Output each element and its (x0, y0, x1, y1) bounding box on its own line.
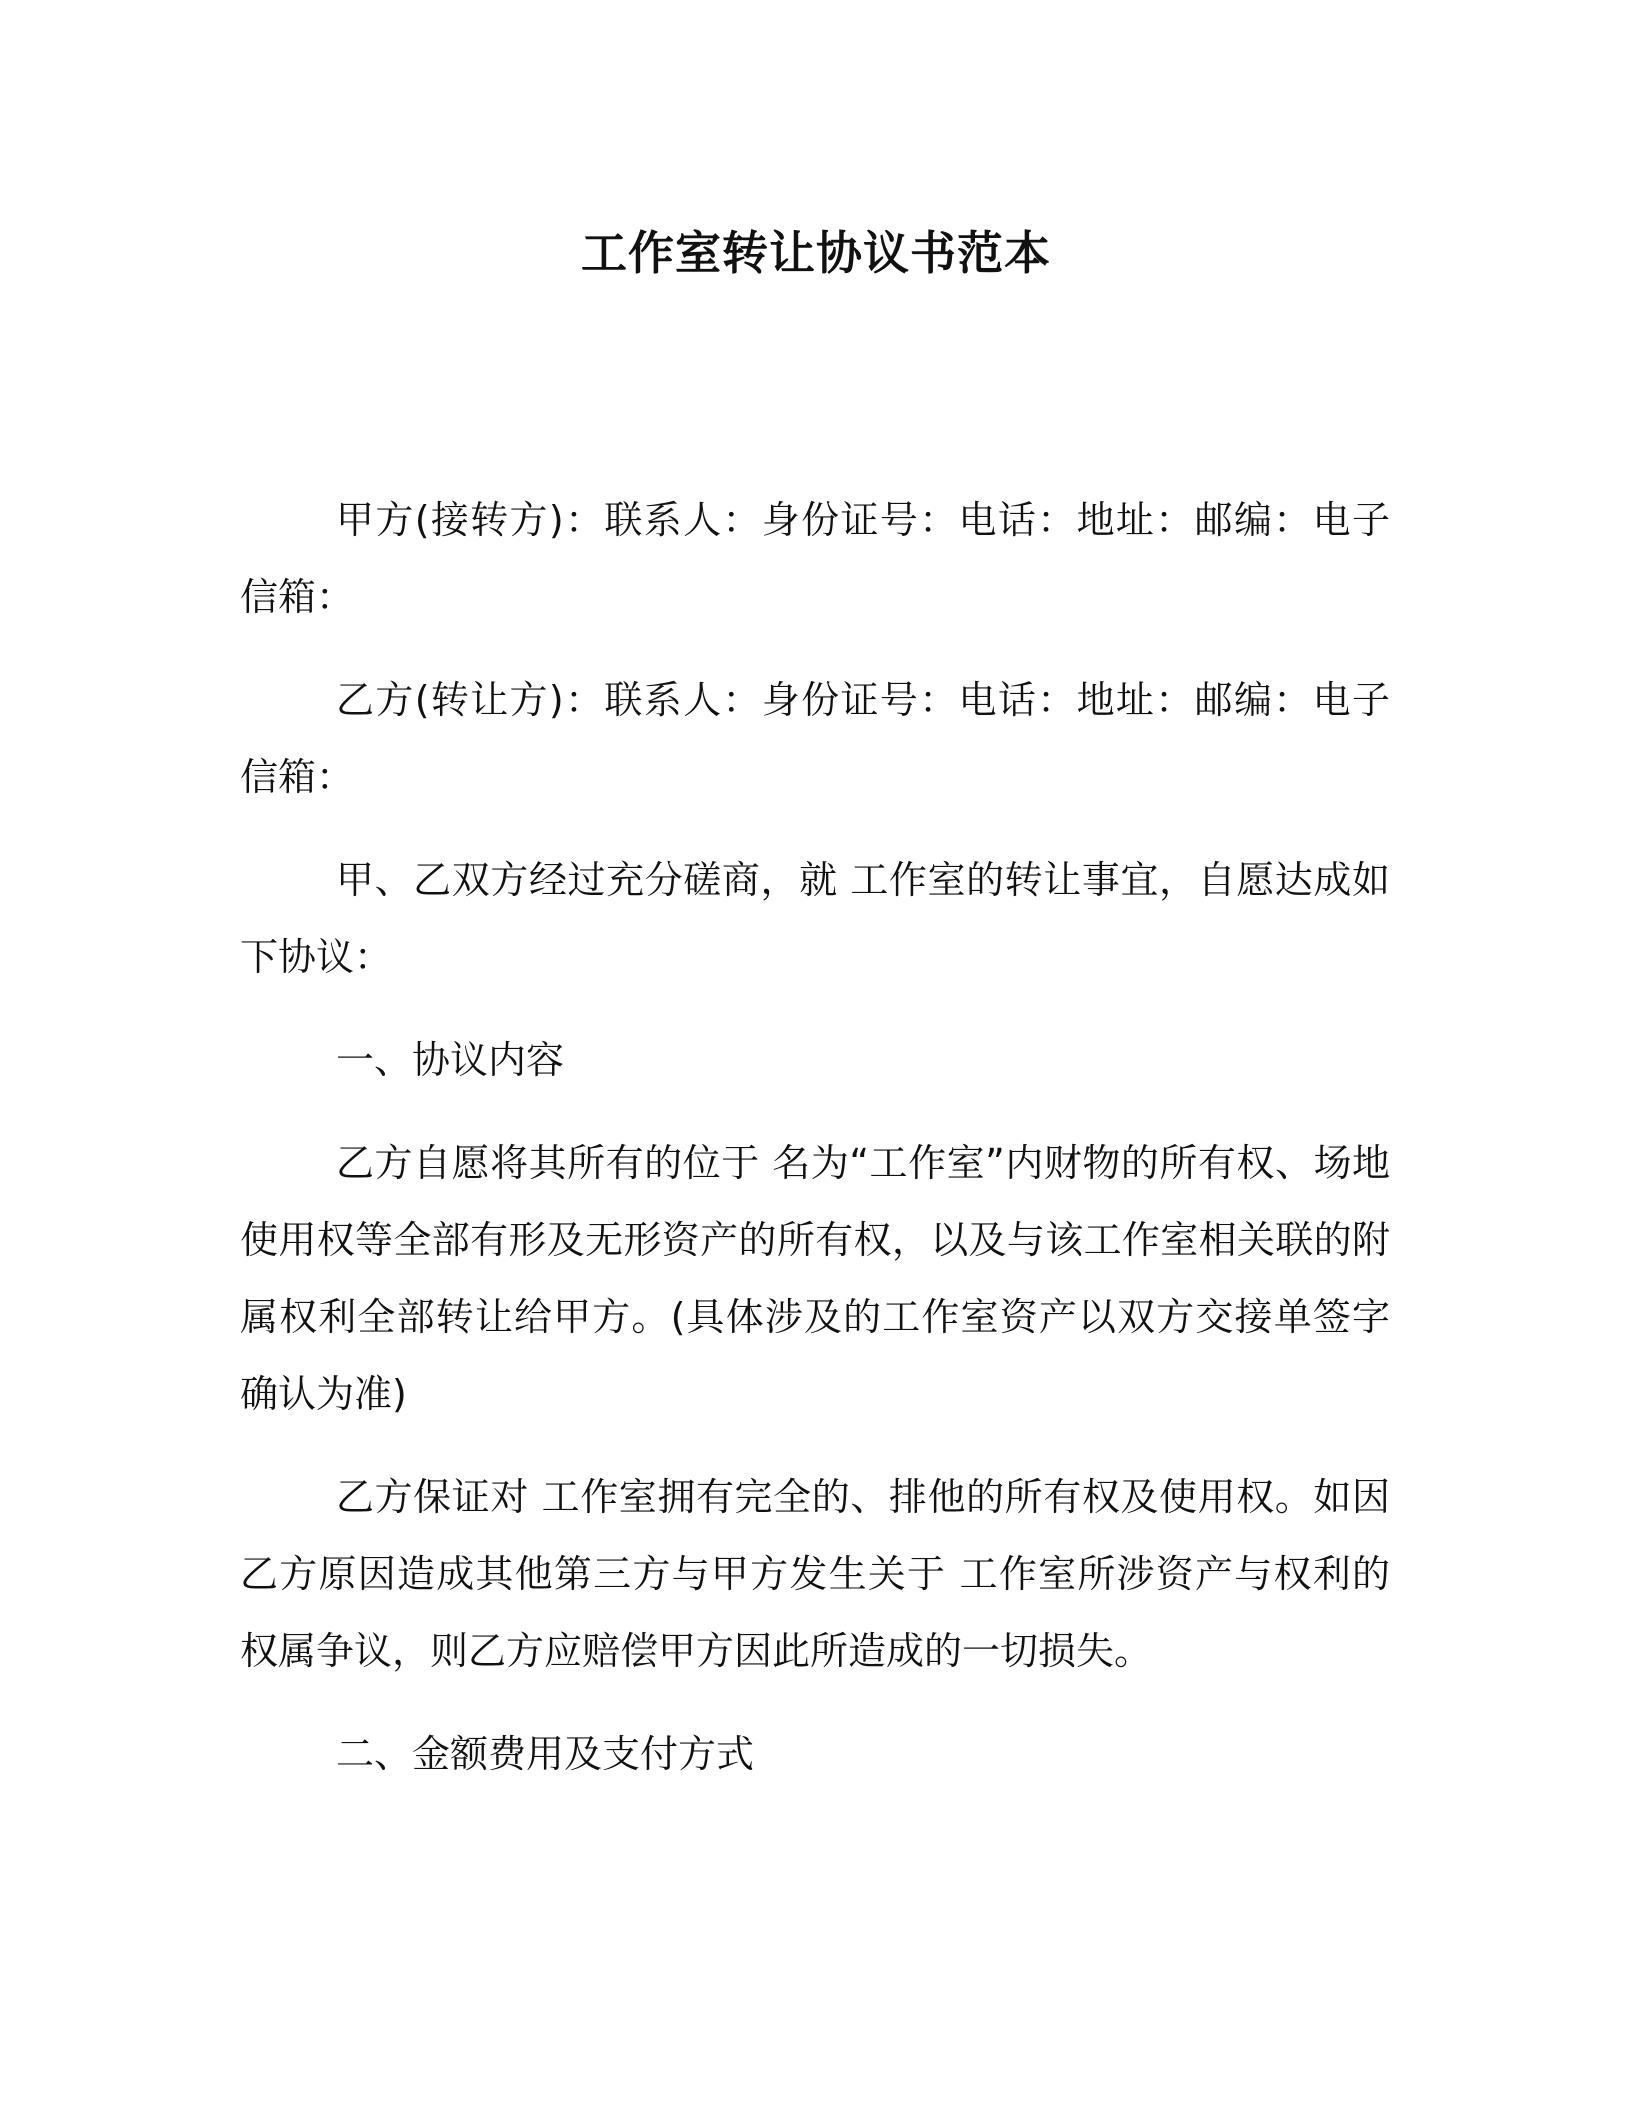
section-heading-agreement-content: 一、协议内容 (336, 1038, 565, 1082)
document-body (240, 482, 1390, 1819)
clause-ownership-guarantee: 乙方保证对 工作室拥有完全的、排他的所有权及使用权。如因乙方原因造成其他第三方与甲方发生关于 工作室所涉资产与权利的权属争议，则乙方应赔偿甲方因此所造成的一切损失。 (240, 1475, 1390, 1673)
party-a-info: 甲方(接转方)：联系人：身份证号：电话：地址：邮编：电子信箱： (240, 498, 1390, 619)
clause-asset-transfer: 乙方自愿将其所有的位于 名为“工作室”内财物的所有权、场地使用权等全部有形及无形资产的所有权，以及与该工作室相关联的附属权利全部转让给甲方。(具体涉及的工作室资产以双方交接单签字确认为准) (240, 1141, 1390, 1416)
party-b-info: 乙方(转让方)：联系人：身份证号：电话：地址：邮编：电子信箱： (240, 678, 1390, 799)
agreement-preamble: 甲、乙双方经过充分磋商，就 工作室的转让事宜，自愿达成如下协议： (240, 858, 1390, 979)
document-title: 工作室转让协议书范本 (581, 226, 1051, 280)
section-heading-payment: 二、金额费用及支付方式 (336, 1732, 755, 1776)
